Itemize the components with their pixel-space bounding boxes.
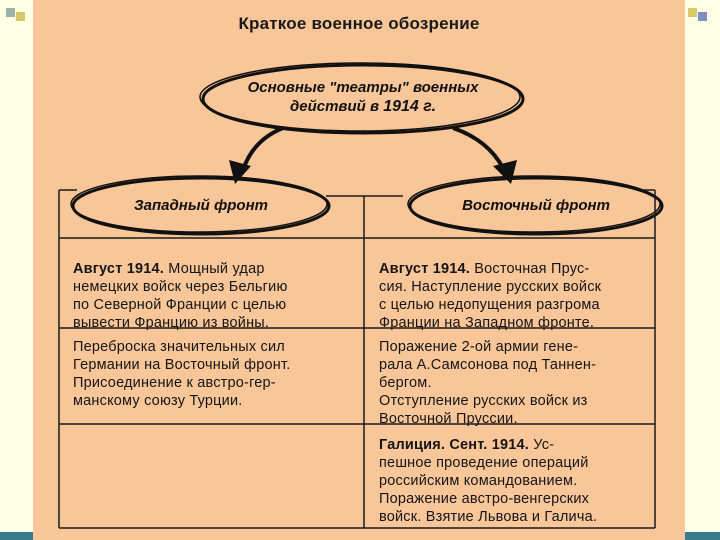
- eastern-cell-3-line: войск. Взятие Львова и Галича.: [379, 509, 598, 525]
- western-front-label: Западный фронт: [134, 197, 268, 214]
- western-cell-1-line: [73, 260, 361, 278]
- eastern-cell-3-line: [379, 436, 653, 454]
- eastern-cell-1-line: сия. Наступление русских войск: [379, 279, 602, 295]
- eastern-cell-2-line: Отступление русских войск из: [379, 393, 588, 409]
- western-cell-2-line: манскому союзу Турции.: [73, 393, 243, 409]
- eastern-cell-3-text: Ус-: [533, 437, 555, 453]
- western-cell-1: [73, 260, 361, 332]
- deco-square-icon: [688, 8, 697, 17]
- western-cell-1-lead: Август 1914.: [73, 261, 165, 277]
- western-cell-1-text: Мощный удар: [168, 261, 265, 277]
- theaters-line-1: Основные "театры" военных: [247, 79, 479, 96]
- theaters-year: 1914 г.: [383, 98, 437, 115]
- eastern-cell-1: [379, 260, 653, 332]
- eastern-cell-2: [379, 338, 653, 428]
- western-cell-2: [73, 338, 361, 410]
- eastern-cell-2-line: Поражение 2-ой армии гене-: [379, 339, 579, 355]
- western-cell-2-line: Переброска значительных сил: [73, 339, 285, 355]
- theaters-line-2-text: действий в: [289, 98, 384, 115]
- page-title: Краткое военное обозрение: [238, 14, 480, 33]
- eastern-cell-3-line: Поражение австро-венгерских: [379, 491, 590, 507]
- eastern-cell-1-line: с целью недопущения разгрома: [379, 297, 600, 313]
- eastern-front-label: Восточный фронт: [462, 197, 610, 214]
- theaters-label: [213, 78, 513, 116]
- eastern-cell-1-lead: Август 1914.: [379, 261, 471, 277]
- eastern-cell-3-line: пешное проведение операций: [379, 455, 589, 471]
- western-cell-1-line: по Северной Франции с целью: [73, 297, 287, 313]
- eastern-cell-3-lead: Галиция. Сент. 1914.: [379, 437, 530, 453]
- western-cell-1-line: вывести Францию из войны.: [73, 315, 270, 331]
- eastern-cell-2-line: рала А.Самсонова под Таннен-: [379, 357, 597, 373]
- deco-square-icon: [16, 12, 25, 21]
- western-cell-2-line: Присоединение к австро-гер-: [73, 375, 276, 391]
- eastern-cell-2-line: Восточной Пруссии.: [379, 411, 518, 427]
- eastern-cell-1-line: Франции на Западном фронте.: [379, 315, 595, 331]
- western-cell-1-line: немецких войск через Бельгию: [73, 279, 288, 295]
- eastern-cell-1-text: Восточная Прус-: [474, 261, 590, 277]
- deco-square-icon: [6, 8, 15, 17]
- eastern-cell-3-line: российским командованием.: [379, 473, 578, 489]
- deco-square-icon: [698, 12, 707, 21]
- eastern-cell-3: [379, 436, 653, 526]
- eastern-cell-2-line: бергом.: [379, 375, 432, 391]
- western-cell-2-line: Германии на Восточный фронт.: [73, 357, 291, 373]
- eastern-cell-1-line: [379, 260, 653, 278]
- arrow-left-icon: [243, 128, 283, 170]
- slide-content: [33, 0, 685, 540]
- theaters-line-2: [213, 97, 513, 116]
- arrow-right-icon: [453, 128, 503, 168]
